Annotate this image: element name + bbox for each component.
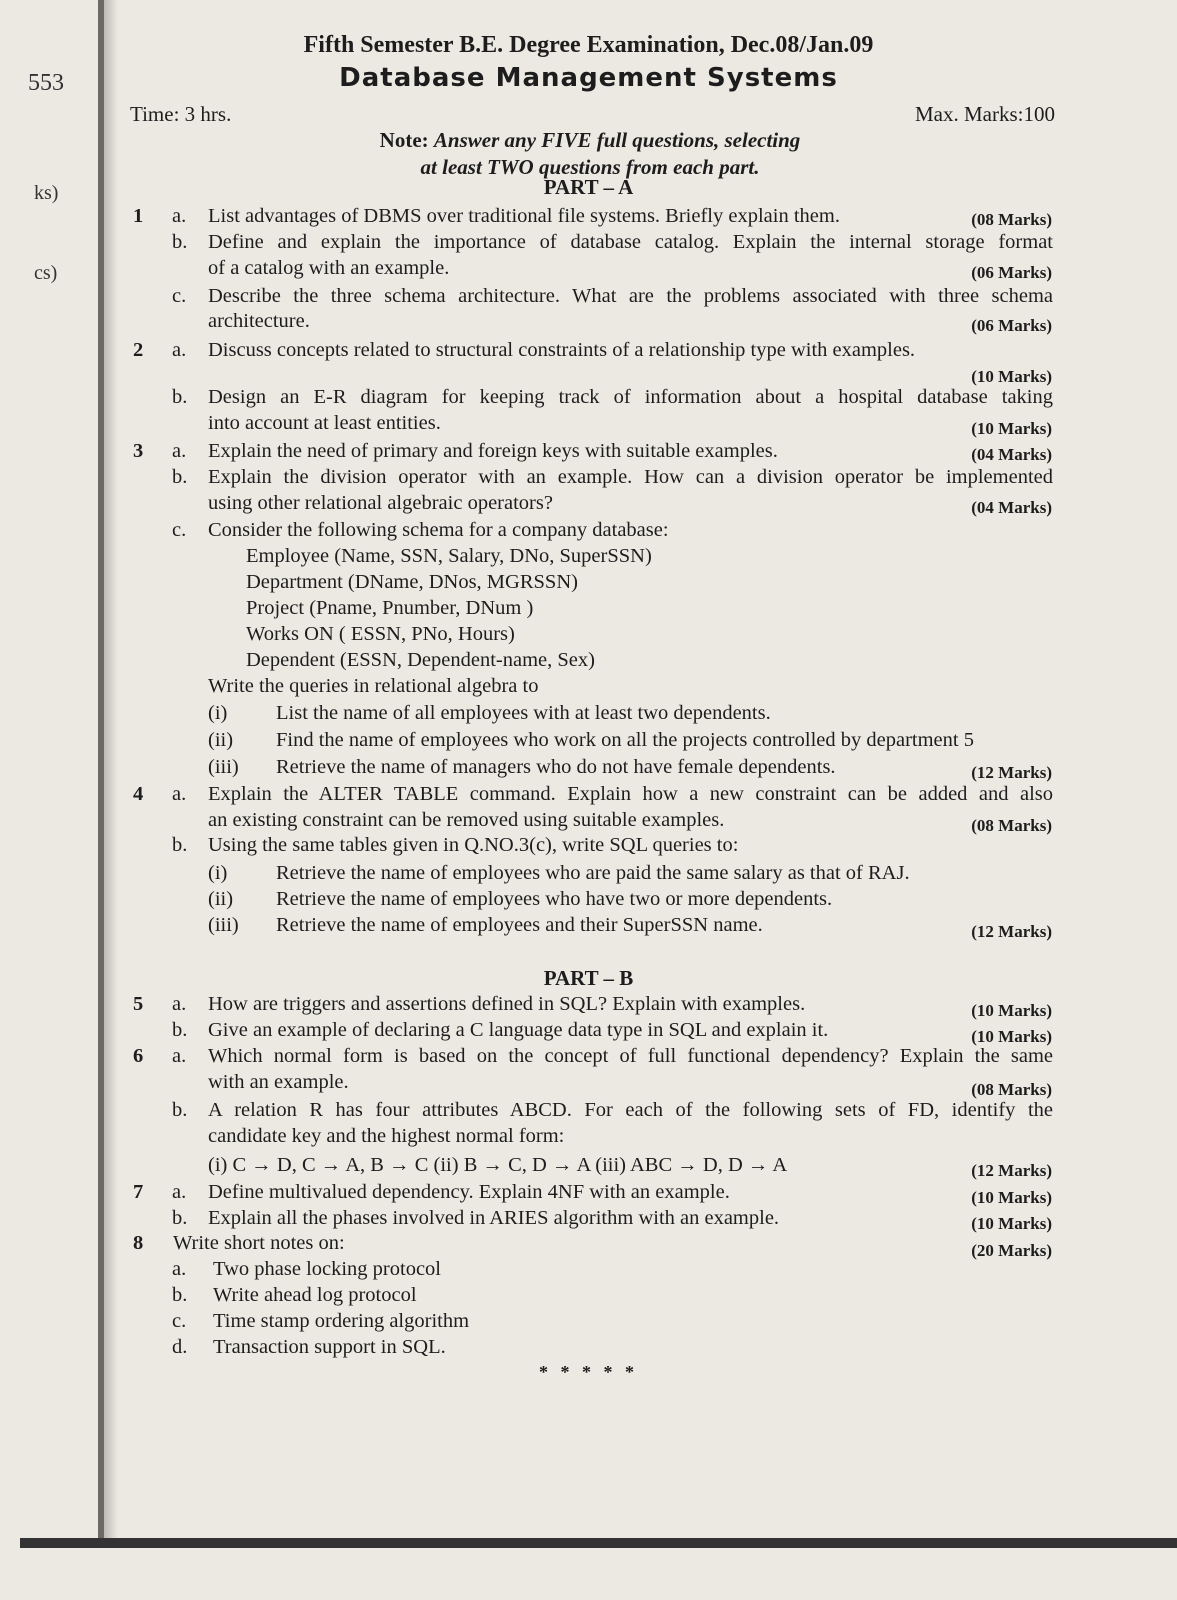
question-number: 5 <box>133 993 144 1015</box>
question-number: 3 <box>133 440 144 462</box>
note-label: Note: <box>379 128 429 152</box>
question-text: Describe the three schema architecture. What are the problems associated with three schema <box>208 285 1053 307</box>
question-number: 6 <box>133 1045 144 1067</box>
question-text: into account at least entities. <box>208 412 441 434</box>
margin-fragment: 553 <box>28 70 64 96</box>
question-text: Explain the ALTER TABLE command. Explain how a new constraint can be added and also <box>208 783 1053 805</box>
item-label: d. <box>172 1336 188 1358</box>
marks-label: (10 Marks) <box>971 419 1052 438</box>
marks-label: (08 Marks) <box>971 210 1052 229</box>
subquestion-label: b. <box>172 386 188 408</box>
subquestion-label: a. <box>172 339 187 361</box>
question-text: Design an E-R diagram for keeping track of information about a hospital database taking <box>208 386 1053 408</box>
marks-label: (10 Marks) <box>971 1001 1052 1020</box>
schema-line: Dependent (ESSN, Dependent-name, Sex) <box>246 649 595 671</box>
item-label: (i) <box>208 862 228 884</box>
item-label: (ii) <box>208 888 234 910</box>
question-number: 7 <box>133 1181 144 1203</box>
item-text: Find the name of employees who work on all the projects controlled by department 5 <box>276 729 974 751</box>
question-text: Explain all the phases involved in ARIES algorithm with an example. <box>208 1207 780 1229</box>
note-text: Answer any FIVE full questions, selecting <box>433 128 801 152</box>
question-text: using other relational algebraic operators? <box>208 492 553 514</box>
note-text-2: at least TWO questions from each part. <box>420 155 760 179</box>
item-text: Write ahead log protocol <box>213 1284 417 1306</box>
marks-label: (04 Marks) <box>971 498 1052 517</box>
item-label: a. <box>172 1258 187 1280</box>
subquestion-label: b. <box>172 1207 188 1229</box>
question-text: architecture. <box>208 310 310 332</box>
time-label: Time: 3 hrs. <box>130 102 232 126</box>
subquestion-label: b. <box>172 466 188 488</box>
question-text: Give an example of declaring a C language data type in SQL and explain it. <box>208 1019 829 1041</box>
max-marks-label: Max. Marks:100 <box>915 102 1055 126</box>
question-text: Write the queries in relational algebra to <box>208 675 539 697</box>
question-text: Which normal form is based on the concept of full functional dependency? Explain the same <box>208 1045 1053 1067</box>
question-number: 8 <box>133 1232 144 1254</box>
question-number: 1 <box>133 205 144 227</box>
question-text: Define and explain the importance of database catalog. Explain the internal storage format <box>208 231 1053 253</box>
exam-title: Fifth Semester B.E. Degree Examination, Dec.08/Jan.09 <box>303 32 874 58</box>
item-label: (ii) <box>208 729 234 751</box>
question-number: 4 <box>133 783 144 805</box>
marks-label: (10 Marks) <box>971 1027 1052 1046</box>
schema-line: Works ON ( ESSN, PNo, Hours) <box>246 623 515 645</box>
question-text: How are triggers and assertions defined in SQL? Explain with examples. <box>208 993 806 1015</box>
marks-label: (06 Marks) <box>971 316 1052 335</box>
item-label: (iii) <box>208 914 239 936</box>
marks-label: (04 Marks) <box>971 445 1052 464</box>
question-text: candidate key and the highest normal form: <box>208 1125 565 1147</box>
marks-label: (12 Marks) <box>971 1161 1052 1180</box>
question-text: an existing constraint can be removed using suitable examples. <box>208 809 725 831</box>
subquestion-label: b. <box>172 834 188 856</box>
subquestion-label: a. <box>172 1181 187 1203</box>
question-text: Write short notes on: <box>173 1232 345 1254</box>
question-text: List advantages of DBMS over traditional file systems. Briefly explain them. <box>208 205 840 227</box>
subquestion-label: a. <box>172 440 187 462</box>
marks-label: (08 Marks) <box>971 1080 1052 1099</box>
part-a-heading: PART – A <box>543 175 634 199</box>
subquestion-label: b. <box>172 1019 188 1041</box>
fd-sets: (i) C → D, C → A, B → C (ii) B → C, D → A (iii) ABC → D, D → A <box>208 1154 788 1176</box>
item-text: Transaction support in SQL. <box>213 1336 446 1358</box>
subquestion-label: a. <box>172 783 187 805</box>
marks-label: (10 Marks) <box>971 367 1052 386</box>
question-text: Discuss concepts related to structural constraints of a relationship type with examples. <box>208 339 916 361</box>
marks-label: (10 Marks) <box>971 1188 1052 1207</box>
question-number: 2 <box>133 339 144 361</box>
item-text: Two phase locking protocol <box>213 1258 442 1280</box>
page-shadow <box>104 0 118 1545</box>
page-bottom-edge <box>20 1538 1177 1548</box>
marks-label: (12 Marks) <box>971 922 1052 941</box>
marks-label: (20 Marks) <box>971 1241 1052 1260</box>
subquestion-label: a. <box>172 993 187 1015</box>
item-label: c. <box>172 1310 187 1332</box>
item-text: Retrieve the name of employees who are paid the same salary as that of RAJ. <box>276 862 910 884</box>
item-text: Retrieve the name of employees who have two or more dependents. <box>276 888 833 910</box>
end-marker: * * * * * <box>539 1362 638 1382</box>
question-text: Using the same tables given in Q.NO.3(c), write SQL queries to: <box>208 834 739 856</box>
item-text: List the name of all employees with at least two dependents. <box>276 702 771 724</box>
question-text: Consider the following schema for a company database: <box>208 519 669 541</box>
question-text: with an example. <box>208 1071 349 1093</box>
margin-fragment: ks) <box>34 182 59 204</box>
subquestion-label: a. <box>172 205 187 227</box>
marks-label: (06 Marks) <box>971 263 1052 282</box>
subquestion-label: c. <box>172 285 187 307</box>
marks-label: (10 Marks) <box>971 1214 1052 1233</box>
item-text: Retrieve the name of employees and their SuperSSN name. <box>276 914 763 936</box>
subquestion-label: b. <box>172 231 188 253</box>
subquestion-label: c. <box>172 519 187 541</box>
subquestion-label: a. <box>172 1045 187 1067</box>
subquestion-label: b. <box>172 1099 188 1121</box>
item-label: b. <box>172 1284 188 1306</box>
marks-label: (12 Marks) <box>971 763 1052 782</box>
margin-fragment: cs) <box>34 262 58 284</box>
question-text: Explain the division operator with an example. How can a division operator be implemented <box>208 466 1053 488</box>
item-label: (iii) <box>208 756 239 778</box>
schema-line: Project (Pname, Pnumber, DNum ) <box>246 597 534 619</box>
schema-line: Department (DName, DNos, MGRSSN) <box>246 571 578 593</box>
part-b-heading: PART – B <box>543 966 634 990</box>
page-binding-edge <box>98 0 104 1545</box>
marks-label: (08 Marks) <box>971 816 1052 835</box>
question-text: of a catalog with an example. <box>208 257 450 279</box>
question-text: Explain the need of primary and foreign keys with suitable examples. <box>208 440 778 462</box>
item-text: Time stamp ordering algorithm <box>213 1310 470 1332</box>
question-text: A relation R has four attributes ABCD. For each of the following sets of FD, identify the <box>208 1099 1053 1121</box>
question-text: Define multivalued dependency. Explain 4NF with an example. <box>208 1181 730 1203</box>
subject-title: Database Management Systems <box>339 63 838 93</box>
schema-line: Employee (Name, SSN, Salary, DNo, SuperSSN) <box>246 545 652 567</box>
item-text: Retrieve the name of managers who do not have female dependents. <box>276 756 836 778</box>
instructions-note <box>300 127 880 181</box>
item-label: (i) <box>208 702 228 724</box>
